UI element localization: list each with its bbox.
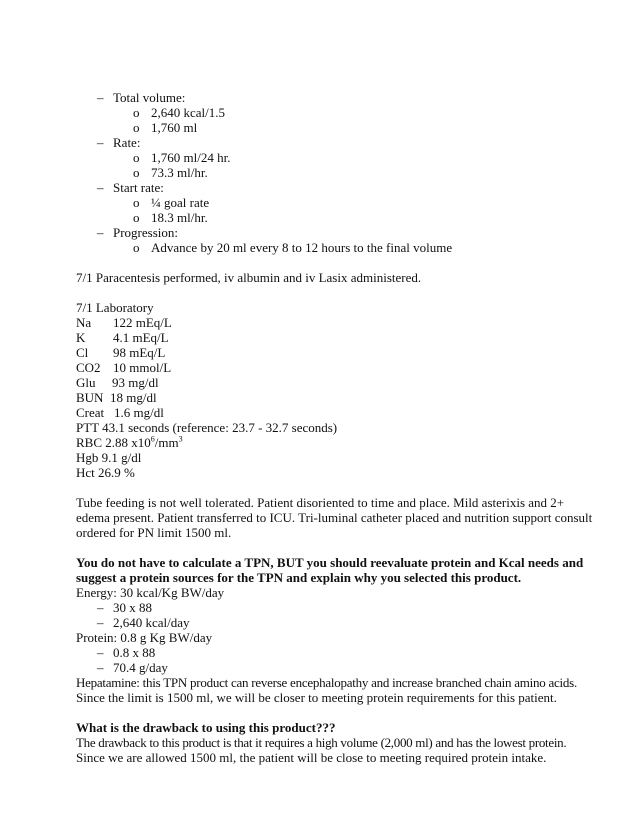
lab-name: Creat: [76, 405, 105, 420]
dash-marker: –: [97, 645, 104, 660]
progression-label: Progression:: [113, 225, 178, 240]
hepatamine-line: Hepatamine: this TPN product can reverse encephalopathy and increase branched chain amino acids.: [76, 675, 577, 690]
dash-marker: –: [97, 660, 104, 675]
start-rate-label: Start rate:: [113, 180, 164, 195]
lab-rbc-exp1: 6: [150, 434, 155, 444]
drawback-line: The drawback to this product is that it requires a high volume (2,000 ml) and has the lowest protein.: [76, 735, 567, 750]
lab-hct: Hct 26.9 %: [76, 465, 135, 480]
paracentesis-note: 7/1 Paracentesis performed, iv albumin and iv Lasix administered.: [76, 270, 422, 285]
rate-item: 1,760 ml/24 hr.: [151, 150, 231, 165]
lab-name: K: [76, 330, 86, 345]
total-volume-item: 1,760 ml: [151, 120, 198, 135]
lab-value: 18 mg/dl: [110, 390, 157, 405]
question-2: What is the drawback to using this product???: [76, 720, 336, 735]
lab-title: 7/1 Laboratory: [76, 300, 154, 315]
energy-item: 2,640 kcal/day: [113, 615, 190, 630]
start-rate-item: 18.3 ml/hr.: [151, 210, 208, 225]
bullet-marker: o: [133, 210, 140, 225]
total-volume-item: 2,640 kcal/1.5: [151, 105, 226, 120]
progression-item: Advance by 20 ml every 8 to 12 hours to the final volume: [151, 240, 453, 255]
lab-name: Glu: [76, 375, 96, 390]
lab-value: 1.6 mg/dl: [114, 405, 164, 420]
total-volume-label: Total volume:: [113, 90, 186, 105]
protein-item: 70.4 g/day: [113, 660, 168, 675]
energy-label: Energy: 30 kcal/Kg BW/day: [76, 585, 225, 600]
lab-name: BUN: [76, 390, 104, 405]
protein-label: Protein: 0.8 g Kg BW/day: [76, 630, 213, 645]
tube-feeding-line: ordered for PN limit 1500 ml.: [76, 525, 232, 540]
lab-value: 93 mg/dl: [112, 375, 159, 390]
tube-feeding-line: Tube feeding is not well tolerated. Patient disoriented to time and place. Mild asterixis and 2+: [76, 495, 565, 510]
lab-value: 10 mmol/L: [113, 360, 172, 375]
bullet-marker: o: [133, 150, 140, 165]
dash-marker: –: [97, 225, 104, 240]
drawback-line: Since we are allowed 1500 ml, the patient will be close to meeting required protein intake.: [76, 750, 547, 765]
lab-value: 122 mEq/L: [113, 315, 172, 330]
question-1-line: suggest a protein sources for the TPN and explain why you selected this product.: [76, 570, 522, 585]
bullet-marker: o: [133, 120, 140, 135]
lab-name: Na: [76, 315, 92, 330]
dash-marker: –: [97, 180, 104, 195]
bullet-marker: o: [133, 105, 140, 120]
rate-item: 73.3 ml/hr.: [151, 165, 208, 180]
lab-hgb: Hgb 9.1 g/dl: [76, 450, 142, 465]
tube-feeding-line: edema present. Patient transferred to ICU. Tri-luminal catheter placed and nutrition support consult: [76, 510, 593, 525]
rate-label: Rate:: [113, 135, 141, 150]
start-rate-item: ¼ goal rate: [151, 195, 210, 210]
lab-rbc-unit: /mm: [154, 435, 179, 450]
bullet-marker: o: [133, 240, 140, 255]
bullet-marker: o: [133, 165, 140, 180]
lab-rbc-exp2: 3: [178, 434, 183, 444]
lab-rbc-prefix: RBC 2.88 x10: [76, 435, 151, 450]
dash-marker: –: [97, 90, 104, 105]
lab-rbc: [76, 435, 183, 450]
protein-item: 0.8 x 88: [113, 645, 156, 660]
question-1-line: You do not have to calculate a TPN, BUT you should reevaluate protein and Kcal needs and: [76, 555, 584, 570]
lab-ptt: PTT 43.1 seconds (reference: 23.7 - 32.7 seconds): [76, 420, 338, 435]
lab-value: 98 mEq/L: [113, 345, 166, 360]
dash-marker: –: [97, 600, 104, 615]
lab-name: Cl: [76, 345, 89, 360]
dash-marker: –: [97, 615, 104, 630]
bullet-marker: o: [133, 195, 140, 210]
lab-value: 4.1 mEq/L: [113, 330, 169, 345]
energy-item: 30 x 88: [113, 600, 152, 615]
hepatamine-line: Since the limit is 1500 ml, we will be closer to meeting protein requirements for this patient.: [76, 690, 557, 705]
dash-marker: –: [97, 135, 104, 150]
lab-name: CO2: [76, 360, 101, 375]
